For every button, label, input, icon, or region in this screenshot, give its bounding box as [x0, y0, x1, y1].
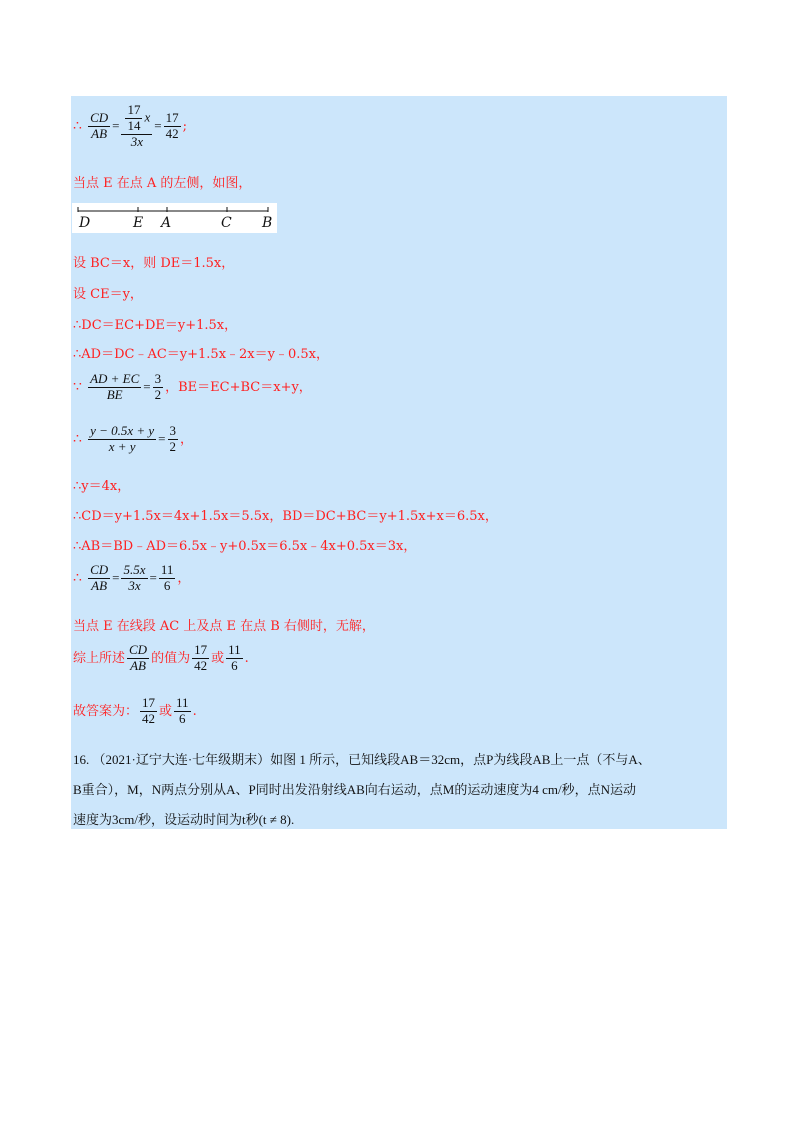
text-line-2: 当点 E 在点 A 的左侧，如图， — [73, 176, 252, 191]
point-label-a: A — [161, 215, 172, 231]
fraction-compound: $\frac{17}{14}$ x 3x — [121, 103, 152, 150]
text-line-13: 当点 E 在线段 AC 上及点 E 在点 B 右侧时，无解， — [73, 619, 375, 634]
text-line-6: ∴AD＝DC﹣AC＝y+1.5x﹣2x＝y﹣0.5x， — [73, 347, 329, 362]
ratio-line-1: ∴ $\frac{CD}{AB}$ = $\frac{17}{14}$ x 3x = $\frac{17}{42}$ ; — [73, 102, 187, 149]
point-label-b: B — [262, 215, 273, 231]
text-line-3: 设 BC＝x，则 DE＝1.5x， — [73, 256, 235, 271]
point-label-c: C — [221, 215, 232, 231]
answer-line: 故答案为： $\frac{17}{42}$ 或 $\frac{11}{6}$ . — [73, 695, 197, 726]
question-16-line-3: 速度为3cm/秒，设运动时间为t秒(t ≠ 8). — [73, 812, 295, 827]
segment-figure — [72, 203, 277, 233]
question-16-line-1: 16. （2021·辽宁大连·七年级期末）如图 1 所示，已知线段AB＝32cm，点P为线段AB上一点（不与A、 — [73, 752, 651, 767]
segment-diagram — [72, 203, 277, 233]
text-line-4: 设 CE＝y， — [73, 287, 143, 302]
fraction-17-42: $\frac{17}{42}$ — [165, 109, 179, 141]
text-line-10: ∴CD＝y+1.5x＝4x+1.5x＝5.5x，BD＝DC+BC＝y+1.5x+x＝6.5x， — [73, 509, 498, 524]
fraction-cd-ab: $\frac{CD}{AB}$ — [90, 109, 109, 141]
question-16-line-2: B重合），M，N两点分别从A、P同时出发沿射线AB向右运动，点M的运动速度为4 cm/秒，点N运动 — [73, 782, 636, 797]
text-line-5: ∴DC＝EC+DE＝y+1.5x， — [73, 318, 238, 333]
text-line-11: ∴AB＝BD﹣AD＝6.5x﹣y+0.5x＝6.5x﹣4x+0.5x＝3x， — [73, 539, 417, 554]
conclusion-line: 综上所述 $\frac{CD}{AB}$ 的值为 $\frac{17}{42}$ 或 $\frac{11}{6}$ . — [73, 642, 249, 673]
ratio-line-8: ∴ $\frac{y - 0.5x + y}{x + y}$ = $\frac{3}{2}$ ， — [73, 423, 194, 454]
ratio-line-12: ∴ $\frac{CD}{AB}$ = $\frac{5.5x}{3x}$ = $\frac{11}{6}$ ， — [73, 562, 191, 593]
point-label-d: D — [79, 215, 91, 231]
point-label-e: E — [133, 215, 144, 231]
ratio-line-7: ∵ $\frac{AD + EC}{BE}$ = $\frac{3}{2}$ ，BE＝EC+BC＝x+y， — [73, 371, 312, 402]
text-line-9: ∴y＝4x， — [73, 479, 131, 494]
